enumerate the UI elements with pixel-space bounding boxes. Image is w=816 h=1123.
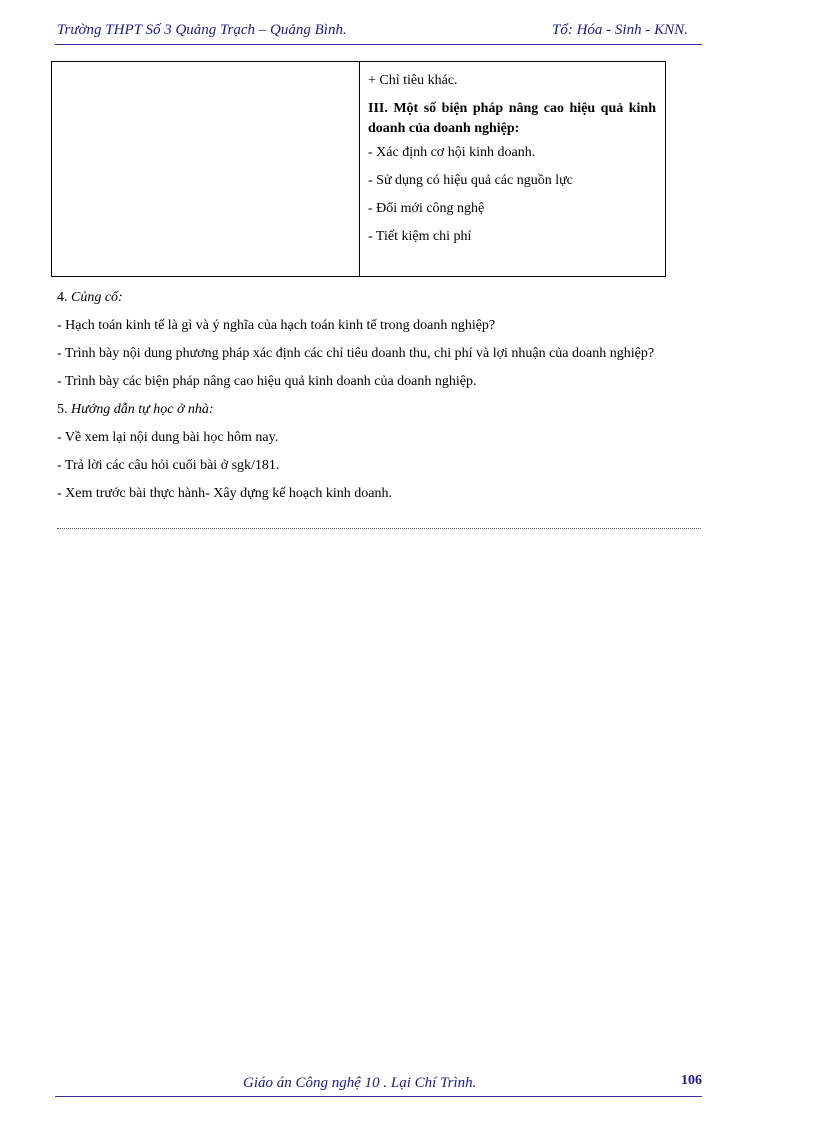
section-title: Hướng dẫn tự học ở nhà: — [71, 402, 214, 417]
homework-item: - Xem trước bài thực hành- Xây dựng kế hoạch kinh doanh. — [57, 486, 392, 501]
lesson-body — [57, 288, 701, 512]
header-school: Trường THPT Số 3 Quảng Trạch – Quảng Bình. — [57, 22, 347, 38]
section-number: 4. — [57, 290, 68, 305]
table-left-cell — [52, 62, 360, 276]
section-title: Củng cố: — [71, 290, 123, 305]
section-5-heading — [57, 400, 701, 420]
table-right-cell — [360, 62, 665, 276]
lesson-table — [51, 61, 666, 277]
dotted-separator — [57, 528, 701, 529]
page-number: 106 — [681, 1073, 702, 1088]
list-item: - Xác định cơ hội kinh doanh. — [368, 145, 536, 160]
review-question: - Trình bày các biện pháp nâng cao hiệu quả kinh doanh của doanh nghiệp. — [57, 374, 477, 389]
footer-text: Giáo án Công nghệ 10 . Lại Chí Trình. — [243, 1075, 477, 1091]
section-4-heading — [57, 288, 701, 308]
homework-item: - Về xem lại nội dung bài học hôm nay. — [57, 430, 279, 445]
list-item: - Đổi mới công nghệ — [368, 201, 485, 216]
section-number: 5. — [57, 402, 68, 417]
header-department: Tổ: Hóa - Sinh - KNN. — [552, 22, 688, 38]
homework-item: - Trả lời các câu hỏi cuối bài ở sgk/181. — [57, 458, 280, 473]
other-indicators-line: + Chỉ tiêu khác. — [368, 73, 458, 88]
header-rule — [55, 44, 702, 45]
review-question: - Hạch toán kinh tế là gì và ý nghĩa của hạch toán kinh tế trong doanh nghiệp? — [57, 318, 496, 333]
review-question: - Trình bày nội dung phương pháp xác định các chỉ tiêu doanh thu, chi phí và lợi nhuận của doanh nghiệp? — [57, 346, 655, 361]
footer-rule — [55, 1096, 702, 1097]
list-item: - Tiết kiệm chi phí — [368, 229, 472, 244]
measures-heading: III. Một số biện pháp nâng cao hiệu quả kinh doanh của doanh nghiệp: — [368, 101, 656, 136]
list-item: - Sử dụng có hiệu quả các nguồn lực — [368, 173, 573, 188]
